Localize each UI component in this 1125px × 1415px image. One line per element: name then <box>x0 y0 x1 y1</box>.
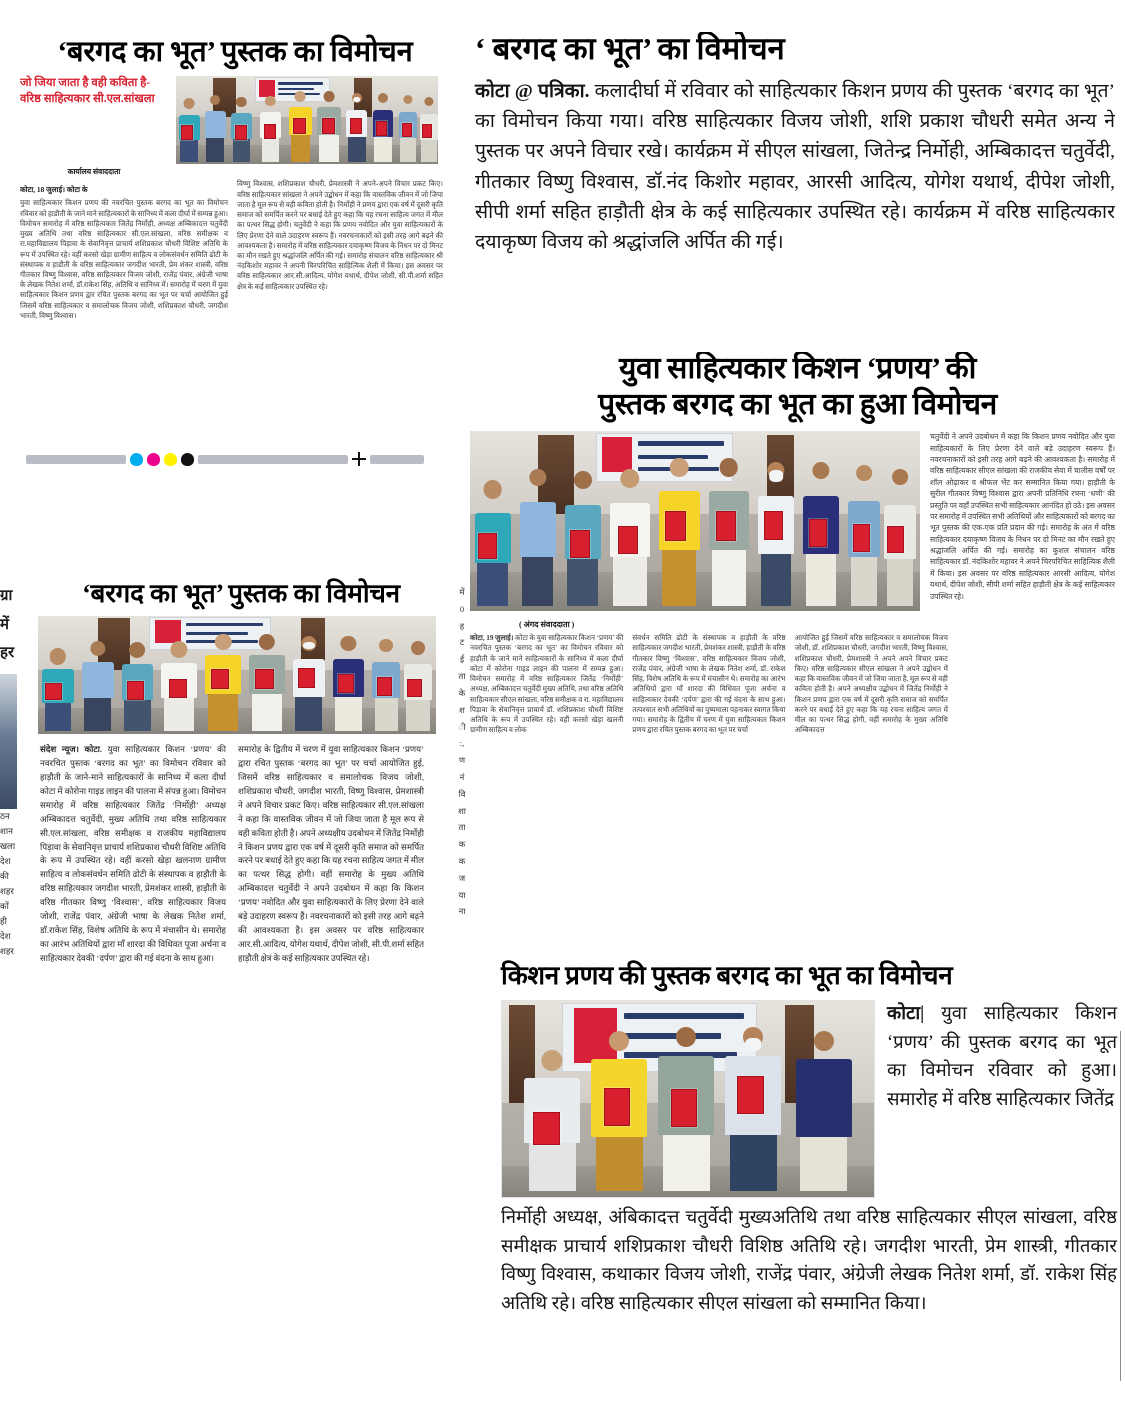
person-legs <box>806 554 836 606</box>
frag-line: ता <box>458 823 466 833</box>
person-book <box>181 125 193 140</box>
fragment-mid-gutter <box>455 585 469 980</box>
person-book <box>211 669 229 689</box>
photo-person <box>205 95 226 162</box>
person-legs <box>84 698 111 730</box>
banner-red-block <box>155 620 181 643</box>
reg-bar-mid <box>198 455 348 464</box>
person-book <box>338 674 355 693</box>
body-col-2-mid-left: समारोह के द्वितीय में चरण में युवा साहित्यकार किशन ‘प्रणय’ द्वारा रचित पुस्तक ‘बरगद का भूत’ पर चर्चा आयोजित हुई, जिसमें वरिष्ठ साहित्यकार व समालोचक विजय जोशी, शशिप्रकाश चौधरी, जगदीश भारती, विष्णु विश्वास, प्रेमशास्त्री ने अपने विचार प्रकट किए। वरिष्ठ साहित्यकार सी.एल.सांखला ने कहा कि वास्तविक जीवन में जो जिया जाता है मूल रूप से वही कविता होती है। अपने अध्यक्षीय उदबोधन में जितेंद्र निर्मोही ने किशन प्रणय द्वारा एक वर्ष में दूसरी कृति समाज को समर्पित करने पर बधाई देते हुए कहा कि यह रचना साहित्य जगत में मील का पत्थर सिद्ध होगी। वहीं समारोह के मुख्य अतिथि अम्बिकादत्त चतुर्वेदी ने अपने उदबोधन में कहा कि किशन ‘प्रणय’ नवोदित और युवा साहित्यकारों के लिए प्रेरणा देने वाले बड़े उदाहरण स्वरूप हैं। नवरचनाकारों को इसी तरह आगे बढ़ने की आवश्यकता है। इस अवसर पर वरिष्ठ साहित्यकार आर.सी.आदित्य, योगेश यथार्थ, दीपेश जोशी, सी.पी.शर्मा सहित हाड़ौती क्षेत्र के कई साहित्यकार उपस्थित रहे। <box>238 744 424 963</box>
photo-person <box>524 1050 580 1191</box>
person-book <box>809 519 828 547</box>
person-head <box>814 1031 834 1051</box>
headline-center-line1: युवा साहित्यकार किशन ‘प्रणय’ की <box>619 352 976 385</box>
person-head <box>324 91 335 102</box>
photo-person <box>758 462 794 606</box>
person-book <box>478 533 497 559</box>
fragment-left-edge <box>0 578 17 1078</box>
frag-line: ह <box>459 621 465 631</box>
dateline-center: कोटा, 19 जुलाई। <box>470 634 514 643</box>
person-head <box>236 97 246 107</box>
photo-person <box>399 95 417 162</box>
frag-line: ई <box>459 655 465 665</box>
person-legs <box>851 557 877 606</box>
person-head <box>411 641 425 655</box>
body-text-bottom-right: निर्मोही अध्यक्ष, अंबिकादत्त चतुर्वेदी मुख्यअतिथि तथा वरिष्ठ साहित्यकार सीएल सांखला, वरिष्ठ समीक्षक प्राचार्य शशिप्रकाश चौधरी विशिष्ठ अतिथि रहे। जगदीश भारती, प्रेम शास्त्री, गीतकार विष्णु विश्वास, कथाकार विजय जोशी, राजेंद्र पंवार, अंग्रेजी लेखक नितेश शर्मा, डॉ. राकेश सिंह अतिथि रहे। वरिष्ठ साहित्यकार सीएल सांखला को सम्मानित किया। <box>501 1208 1117 1315</box>
person-legs <box>124 700 151 731</box>
person-legs <box>761 554 791 606</box>
byline-center: ( अंगद संवाददाता ) <box>518 620 575 630</box>
body-col-1-mid-left <box>40 743 226 966</box>
frag-line: वि <box>458 789 466 799</box>
person-torso <box>205 111 226 138</box>
person-legs <box>335 697 362 731</box>
body-col-2-center: संवर्धन समिति ढोटी के संस्थापक व हाड़ौती के वरिष्ठ साहित्यकार जगदीश भारती, प्रेमशंकर शास्त्री, हाड़ौती के वरिष्ठ गीतकार विष्णु ‘विश्वास’, वरिष्ठ साहित्यकार विजय जोशी, राजेंद्र पंवार, अंग्रेजी भाषा के लेखक नितेश शर्मा, डॉ. राकेश सिंह, विशेष अतिथि के रूप में मंचासीन थे। समारोह का आरंभ अतिथियों द्वारा माँ शारदा की विधिवत पूजा अर्चना व साहित्यकार देवकी ‘दर्पण’ द्वारा की गई वंदना के साथ हुआ। तत्पश्चात सभी अतिथियों का पुष्पमाला पहनाकर स्वागत किया गया। समारोह के द्वितीय में चरण में युवा साहित्यकार किशन प्रणय द्वारा रचित पुस्तक बरगद का भूत पर चर्चा <box>632 634 786 735</box>
person-book <box>764 511 783 540</box>
frag-line: ज <box>458 873 466 883</box>
photo-person <box>709 458 750 606</box>
person-legs <box>206 138 224 162</box>
person-book <box>407 679 422 697</box>
photo-person <box>82 641 114 731</box>
person-legs <box>477 563 507 606</box>
headline-top-right: ‘ बरगद का भूत’ का विमोचन <box>475 32 785 66</box>
photo-person <box>884 469 916 606</box>
person-head <box>424 97 433 106</box>
photo-person <box>161 641 197 731</box>
person-book <box>127 681 144 700</box>
person-head <box>171 641 188 658</box>
person-legs <box>400 138 415 161</box>
person-legs <box>45 703 72 731</box>
frag-line: हर <box>0 645 15 661</box>
photo-person <box>179 98 200 161</box>
person-legs <box>887 559 913 606</box>
headline-top-left: ‘बरगद का भूत’ पुस्तक का विमोचन <box>57 36 413 68</box>
person-legs <box>712 550 746 606</box>
photo-person <box>293 636 325 730</box>
photo-bottom <box>501 1000 875 1198</box>
person-book <box>570 530 589 558</box>
person-legs <box>529 1143 576 1191</box>
body-text-top-right: कलादीर्घा में रविवार को साहित्यकार किशन प्रणय की पुस्तक ‘बरगद का भूत’ का विमोचन किया गया। वरिष्ठ साहित्यकार विजय जोशी, शशि प्रकाश चौधरी समेत अन्य ने पुस्तक पर अपने विचार रखे। कार्यक्रम में सीएल सांखला, जितेन्द्र निर्मोही, अम्बिकादत्त चतुर्वेदी, गीतकार विष्णु विश्वास, डॉ.नंद किशोर महावर, आरसी आदित्य, योगेश यथार्थ, दीपेश जोशी, सीपी शर्मा सहित हाड़ौती क्षेत्र के कई साहित्यकार उपस्थित रहे। कार्यक्रम में वरिष्ठ साहित्यकार दयाकृष्ण विजय को श्रद्धांजलि अर्पित की गई। <box>475 80 1115 254</box>
face-mask-icon <box>745 1038 761 1051</box>
clipping-center-main <box>470 352 1125 937</box>
person-legs <box>596 1137 643 1192</box>
photo-person <box>520 469 556 606</box>
reg-bar-left <box>26 455 126 464</box>
person-book <box>45 683 62 701</box>
person-legs <box>406 700 429 730</box>
reg-dot-yellow <box>164 453 177 466</box>
body-col-4-center-top: चतुर्वेदी ने अपने उदबोधन में कहा कि किशन प्रणय नवोदित और युवा साहित्यकारों के लिए प्रेरणा देने वाले बड़े उदाहरण स्वरूप हैं। नवरचनाकारों को इसी तरह आगे बढ़ने की आवश्यकता है। समारोह में वरिष्ठ साहित्यकार सीएल सांखला की राजकीय सेवा में चालीस वर्षों पर शॉल ओढ़ाकर व श्रीफल भेंट कर सम्मानित किया गया। हाड़ौती के सुरील गीतकार विष्णु विश्वास द्वारा अपनी प्रतिनिधि रचना ‘धणी’ की प्रस्तुति पर वहाँ उपस्थित सभी साहित्यकार आनंदित हो उठे। इस अवसर पर समारोह में उपस्थित सभी अतिथियों और साहित्यकारों को बरगद का भूत पुस्तक की एक-एक प्रति प्रदान की गई। समारोह के अंत में वरिष्ठ साहित्यकार दयाकृष्ण विजय के निधन पर दो मिनट का मौन रखते हुए श्रद्धांजलि अर्पित की गई। समारोह का कुशल संचालन वरिष्ठ साहित्यकार डॉ. नंदकिशोर महावर ने अपने चिरपरिचित साहित्यिक शैली में किया। इस अवसर पर वरिष्ठ साहित्यकार आरसी आदित्य, योगेश यथार्थ, दीपेश जोशी, सीपी शर्मा सहित हाड़ौती क्षेत्र के कई साहित्यकार उपस्थित रहे। <box>930 432 1115 601</box>
reg-dot-black <box>181 453 194 466</box>
photo-person <box>346 93 367 162</box>
photo-person <box>475 480 511 606</box>
person-legs <box>319 135 339 162</box>
lead-text-bottom-right: युवा साहित्यकार किशन ‘प्रणय’ की पुस्तक बरगद का भूत का विमोचन रविवार को हुआ। समारोह में वरिष्ठ साहित्यकार जितेंद्र <box>887 1004 1117 1111</box>
photo-person <box>122 642 154 731</box>
person-head <box>529 469 546 486</box>
person-legs <box>522 557 552 606</box>
reg-dot-magenta <box>147 453 160 466</box>
kicker-top-left: कार्यालय संवाददाता <box>67 167 121 177</box>
headline-center-line2: पुस्तक बरगद का भूत का हुआ विमोचन <box>598 387 997 421</box>
person-book <box>235 125 247 140</box>
person-legs <box>348 137 366 162</box>
person-head <box>609 1031 629 1051</box>
person-head <box>378 93 388 103</box>
person-legs <box>291 135 311 162</box>
person-book <box>169 679 187 698</box>
frag-line: में <box>0 616 9 633</box>
photo-person <box>231 97 252 162</box>
clipping-top-left <box>20 32 450 472</box>
photo-person <box>658 1027 714 1192</box>
person-head <box>341 636 356 651</box>
frag-line: 0 <box>459 604 465 614</box>
frag-line: या <box>458 890 466 900</box>
frag-line: ट <box>459 638 465 648</box>
face-mask-icon <box>303 642 315 650</box>
person-head <box>676 1027 696 1047</box>
photo-person <box>289 91 313 161</box>
photo-person <box>725 1027 781 1192</box>
dateline-top-left: कोटा, 18 जुलाई। कोटा के <box>20 185 88 195</box>
person-legs <box>730 1135 777 1191</box>
photo-person <box>659 458 700 606</box>
photo-person <box>373 93 394 162</box>
frag-line: ना <box>458 907 466 917</box>
person-legs <box>800 1137 847 1192</box>
article-body-top-right <box>475 77 1115 259</box>
frag-tail-line: शान <box>0 825 13 836</box>
photo-person <box>205 634 241 731</box>
photo-person <box>404 641 432 731</box>
photo-person <box>317 91 341 161</box>
fragment-left-edge-tail <box>0 809 17 959</box>
person-head <box>210 95 220 105</box>
person-head <box>265 96 275 106</box>
reg-dot-cyan <box>130 453 143 466</box>
person-book <box>377 677 392 696</box>
person-book <box>604 1088 631 1125</box>
dateline-top-right: कोटा @ पत्रिका. <box>475 80 590 102</box>
photo-person <box>591 1031 647 1192</box>
person-legs <box>233 139 251 162</box>
reg-bar-right <box>370 455 424 464</box>
frag-tail-line: ही <box>0 915 7 926</box>
person-head <box>184 98 195 109</box>
column-rule <box>1120 1031 1121 1381</box>
body-col-2-top-left: विष्णु विश्वास, शशिप्रकाश चौधरी, प्रेमशास्त्री ने अपने-अपने विचार प्रकट किए। वरिष्ठ साहित्यकार सांखला ने अपने उद्बोधन में कहा कि वास्तविक जीवन में जो जिया जाता है मूल रूप से वही कविता होती है। निर्मोही ने प्रणय द्वारा एक वर्ष में दूसरी कृति समाज को समर्पित करने पर बधाई देते हुए कहा कि यह रचना साहित्य जगत में मील का पत्थर सिद्ध होगी। चतुर्वेदी ने कहा कि प्रणय नवोदित और युवा साहित्यकारों के लिए प्रेरणा देने वाले उदाहरण स्वरूप हैं। नवरचनाकारों को इसी तरह आगे बढ़ने की आवश्यकता है। समारोह में वरिष्ठ साहित्यकार दयाकृष्ण विजय के निधन पर दो मिनट का मौन रखते हुए श्रद्धांजलि अर्पित की गई। समारोह संचालन वरिष्ठ साहित्यकार श्री नंदकिशोर महावर ने अपनी चिरपरिचित साहित्यिक शैली में किया। इस अवसर पर वरिष्ठ साहित्यकार आर.सी.आदित्य, योगेश यथार्थ, दीपेश जोशी, सी.पी.शर्मा सहित क्षेत्र के कई साहित्यकार उपस्थित रहे। <box>237 180 443 291</box>
photo-person <box>610 469 651 606</box>
person-book <box>533 1112 560 1145</box>
person-book <box>298 668 315 688</box>
banner-line-1 <box>638 441 724 445</box>
frag-line: के <box>458 688 466 698</box>
body-col-1-top-left: युवा साहित्यकार किशन प्रणय की नवरचित पुस्तक बरगद का भूत का विमोचन रविवार को हाडौती के जाने माने साहित्यकारों के सानिध्य में कला दीर्घा में सम्पन्न हुआ। विमोचन समारोह में वरिष्ठ साहित्यकार जितेंद्र निर्मोही, अध्यक्ष अम्बिकादत्त चतुर्वेदी मुख्य अतिथि तथा वरिष्ठ साहित्यकार सी.एल.सांखला, वरिष्ठ समीक्षक व रा.महाविद्यालय पिड़ावा के सेवानिवृत्त प्राचार्य शशिप्रकाश चौधरी विशिष्ट अतिथि के रूप में उपस्थित रहे। वहीं करसो खेड़ा ग्रामीण साहित्य व लोकसंवर्धन समिति ढोटी के संस्थापक व हाडौती के वरिष्ठ साहित्यकार जगदीश भारती, प्रेम शंकर शास्त्री, वरिष्ठ गीतकार विष्णु विश्वास, वरिष्ठ साहित्यकार विजय जोशी, राजेंद्र पंवार, अंग्रेजी भाषा के लेखक नितेश शर्मा, डॉ.राकेश सिंह, अतिथि व सानिध्य में। समारोह में चरण में युवा साहित्यकार किशन प्रणय द्वार रचित पुस्तक बरगद का भूत पर चर्चा आयोजित हुई जिसमें वरिष्ठ साहित्यकार व समालोचक विजय जोशी, शशिप्रकाश चौधरी, जगदीश भारती, विष्णु विश्वास। <box>20 199 228 320</box>
person-head <box>892 469 908 485</box>
frag-line: शा <box>458 806 466 816</box>
person-head <box>670 458 689 477</box>
person-head <box>90 641 105 656</box>
photo-person <box>803 462 839 606</box>
photo-person <box>420 97 438 162</box>
clipping-top-right <box>465 32 1115 322</box>
body-col-3-center: आयोजित हुई जिसमें वरिष्ठ साहित्यकार व समालोचक विजय जोशी, डॉ. शशिप्रकाश चौधरी, जगदीश भारती, विष्णु विश्वास, शशिप्रकाश चौधरी, प्रेमशास्त्री ने अपने अपने विचार प्रकट किए। वरिष्ठ साहित्यकार सीएल सांखला ने अपने उद्बोधन में कहा कि वास्तविक जीवन में जो जिया जाता है, मूल रूप से वही कविता होती है। अपने अध्यक्षीय उद्बोधन में जितेंद्र निर्मोही ने किशन प्रणय द्वारा एक वर्ष में दूसरी कृति समाज को समर्पित करने पर बधाई देते हुए कहा कि यह रचना साहित्य जगत में मील का पत्थर सिद्ध होगी, वहीं समारोह के मुख्य अतिथि अम्बिकादत्त <box>794 634 948 735</box>
person-head <box>812 462 829 479</box>
person-book <box>671 1089 698 1127</box>
person-book <box>665 511 686 541</box>
frag-tail-line: शहर <box>0 945 14 956</box>
person-legs <box>613 557 647 606</box>
photo-person <box>42 648 74 731</box>
photo-top-left <box>176 76 438 164</box>
frag-tail-line: खला <box>0 840 16 851</box>
person-head <box>483 480 502 499</box>
body-col-1-center <box>470 633 623 735</box>
banner-line-1 <box>186 623 262 626</box>
person-legs <box>663 1135 710 1191</box>
person-head <box>542 1050 563 1071</box>
registration-cross-icon <box>352 452 366 466</box>
banner-red-block <box>259 80 275 97</box>
person-legs <box>295 697 322 731</box>
person-head <box>719 458 738 477</box>
frag-line: ग्रा <box>0 588 13 604</box>
photo-center <box>470 431 920 611</box>
person-head <box>295 91 306 102</box>
person-book <box>350 118 362 134</box>
person-head <box>130 642 146 658</box>
person-book <box>402 123 412 137</box>
person-legs <box>208 694 238 731</box>
person-head <box>379 639 393 653</box>
person-book <box>853 524 869 551</box>
clipping-bottom-right <box>495 955 1125 1405</box>
banner-red-block <box>602 437 632 473</box>
person-book <box>716 511 737 541</box>
frag-line: में <box>459 588 465 597</box>
dateline-bottom-right: कोटा| <box>887 1004 925 1025</box>
person-book <box>264 124 276 139</box>
subhead-red-top-left: जो जिया जाता है वही कविता है-वरिष्ठ साहित्यकार सी.एल.सांखला <box>20 77 155 105</box>
banner-line-1 <box>278 82 323 84</box>
clipping-mid-left <box>18 575 450 1365</box>
photo-person <box>848 465 880 605</box>
frag-tail-line: कों <box>0 900 9 911</box>
cmyk-registration-strip <box>26 452 441 466</box>
photo-person <box>796 1031 852 1192</box>
photo-mid-left <box>38 616 436 734</box>
banner-line-2 <box>278 88 315 90</box>
banner-line-1 <box>624 1013 744 1019</box>
person-legs <box>374 137 392 162</box>
person-head <box>856 465 872 481</box>
person-head <box>215 634 231 650</box>
frag-tail-line: देश <box>0 855 11 866</box>
person-legs <box>180 140 198 162</box>
fragment-mid-gutter-lines <box>455 585 469 921</box>
photo-person <box>260 96 281 162</box>
frag-line: श <box>459 705 465 715</box>
person-legs <box>567 559 597 606</box>
face-mask-icon <box>769 470 783 482</box>
frag-tail-line: शहर <box>0 885 14 896</box>
person-torso <box>796 1059 852 1136</box>
person-book <box>422 124 432 138</box>
frag-line: क <box>458 840 466 850</box>
fragment-left-edge-photo <box>0 674 17 809</box>
frag-line: ण <box>458 756 466 766</box>
person-book <box>376 121 388 136</box>
frag-line: ता <box>458 672 466 682</box>
person-head <box>620 469 639 488</box>
frag-tail-line: ठन <box>0 810 10 821</box>
person-legs <box>375 698 398 730</box>
photo-person <box>372 639 400 731</box>
person-book <box>618 526 639 554</box>
person-head <box>50 648 67 665</box>
person-head <box>259 634 275 650</box>
person-book <box>293 118 306 134</box>
person-legs <box>421 140 436 162</box>
frag-line: ी <box>458 722 466 732</box>
person-legs <box>164 698 194 730</box>
frag-line: नं <box>459 772 465 782</box>
frag-tail-line: देश <box>0 930 11 941</box>
frag-line: :, <box>459 739 465 749</box>
frag-line: क <box>458 857 466 866</box>
person-legs <box>252 694 282 731</box>
person-head <box>403 95 412 104</box>
person-legs <box>662 550 696 606</box>
photo-person <box>333 636 365 730</box>
headline-mid-left: ‘बरगद का भूत’ पुस्तक का विमोचन <box>82 579 400 608</box>
photo-person <box>249 634 285 731</box>
face-mask-icon <box>353 97 361 102</box>
body-text-col1-center: कोटा के युवा साहित्यकार किशन ‘प्रणय’ की नवरचित पुस्तक ‘बरगद का भूत’ का विमोचन रविवार को हाड़ौती के जाने माने साहित्यकारों के सानिध्य में कला दीर्घा कोटा में कोरोना गाइड लाइन की पालना में सम्पन्न हुआ। विमोचन समारोह में वरिष्ठ साहित्यकार जितेंद्र ‘निर्मोही’ अध्यक्ष, अम्बिकादत्त चतुर्वेदी मुख्य अतिथि, तथा वरिष्ठ अतिथि साहित्यकार सीएल सांखला, वरिष्ठ समीक्षक व रा. महाविद्यालय पिड़ावा के सेवानिवृत्त प्राचार्य डॉ. शशिप्रकाश चौधरी विशिष्ट अतिथि के रूप में उपस्थित रहे। वहीं करसो खेड़ा खलनी ग्रामीण साहित्य व लोक <box>470 634 624 735</box>
person-legs <box>262 138 280 162</box>
photo-person <box>565 471 601 606</box>
person-book <box>887 526 903 553</box>
dateline-mid-left: संदेश न्यूज। कोटा. <box>40 744 103 755</box>
person-book <box>255 669 273 689</box>
frag-tail-line: की <box>0 870 9 881</box>
person-torso <box>82 662 114 698</box>
headline-bottom-right: किशन प्रणय की पुस्तक बरगद का भूत का विमोचन <box>501 961 953 990</box>
person-book <box>322 118 335 134</box>
person-book <box>737 1076 764 1114</box>
fragment-left-edge-lines <box>0 578 17 668</box>
body-text-col1-mid-left: युवा साहित्यकार किशन ‘प्रणय’ की नवरचित पुस्तक ‘बरगद का भूत’ का विमोचन रविवार को हाड़ौती के जाने-माने साहित्यकारों के सानिध्य में कला दीर्घा कोटा में कोरोना गाइड लाइन की पालना में संपन्न हुआ। विमोचन समारोह में वरिष्ठ साहित्यकार जितेंद्र ‘निर्मोही’ अध्यक्ष अम्बिकादत्त चतुर्वेदी, मुख्य अतिथि तथा वरिष्ठ साहित्यकार सी.एल.सांखला, वरिष्ठ समीक्षक व राजकीय महाविद्यालय पिड़ावा के सेवानिवृत्त प्राचार्य शशिप्रकाश चौधरी विशिष्ट अतिथि के रूप में उपस्थित रहे। वहीं करसो खेड़ा खलनाण ग्रामीण साहित्य व लोकसंवर्धन समिति ढोटी के संस्थापक व हाड़ौती के वरिष्ठ साहित्यकार जगदीश भारती, प्रेमशंकर शास्त्री, हाड़ौती के वरिष्ठ गीतकार विष्णु ‘विश्वास’, वरिष्ठ साहित्यकार विजय जोशी, राजेंद्र पंवार, अंग्रेजी भाषा के लेखक नितेश शर्मा, डॉ.राकेश सिंह, विशेष अतिथि के रूप में मंचासीन थे। समारोह का आरंभ अतिथियों द्वारा माँ शारदा की विधिवत पूजा अर्चना व साहित्यकार देवकी ‘दर्पण’ द्वारा की गई वंदना के साथ हुआ। <box>40 744 226 963</box>
person-head <box>574 471 592 489</box>
person-torso <box>520 502 556 557</box>
